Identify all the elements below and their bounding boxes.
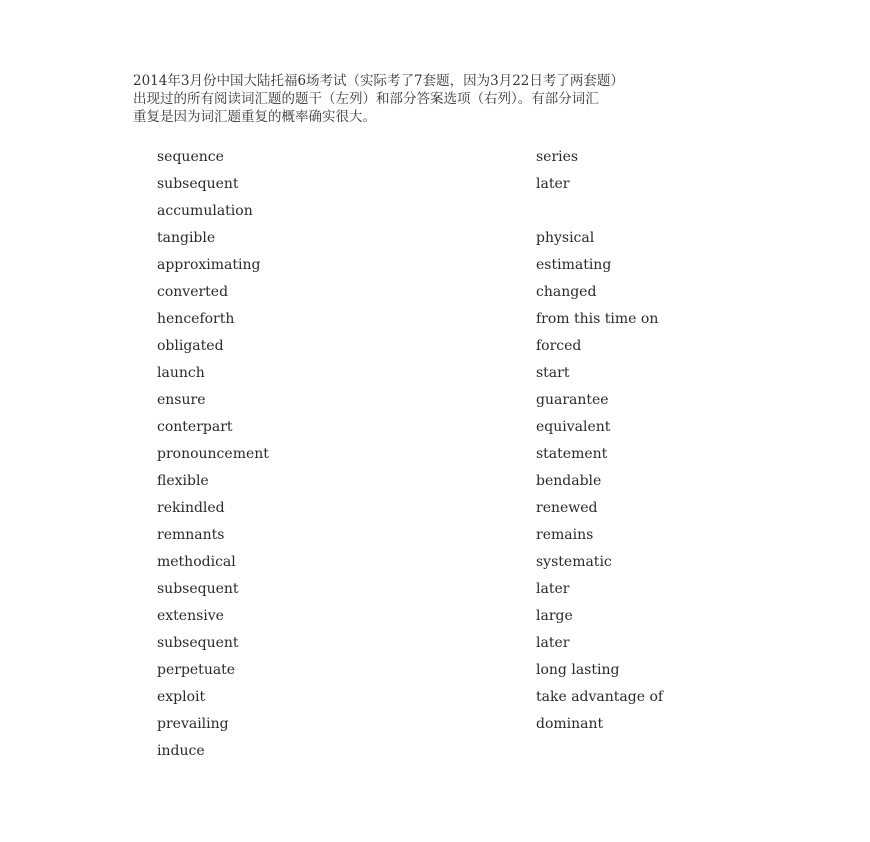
intro-line: 2014年3月份中国大陆托福6场考试（实际考了7套题，因为3月22日考了两套题）: [133, 73, 624, 89]
vocab-row: [157, 634, 757, 661]
vocab-row: [157, 256, 757, 283]
vocab-row: [157, 202, 757, 229]
vocab-answer: physical: [536, 230, 595, 246]
vocab-row: [157, 283, 757, 310]
vocab-answer: later: [536, 176, 570, 192]
vocab-term: methodical: [157, 554, 236, 570]
vocab-row: [157, 553, 757, 580]
vocab-row: [157, 364, 757, 391]
vocab-answer: estimating: [536, 257, 612, 273]
vocab-term: rekindled: [157, 500, 225, 516]
vocab-term: induce: [157, 743, 205, 759]
vocab-answer: dominant: [536, 716, 604, 732]
vocab-answer: guarantee: [536, 392, 609, 408]
vocab-answer: statement: [536, 446, 608, 462]
intro-line: 重复是因为词汇题重复的概率确实很大。: [133, 109, 376, 125]
vocab-row: [157, 607, 757, 634]
vocab-answer: series: [536, 149, 579, 165]
vocab-answer: later: [536, 581, 570, 597]
vocab-term: subsequent: [157, 176, 239, 192]
intro-line: 出现过的所有阅读词汇题的题干（左列）和部分答案选项（右列）。有部分词汇: [133, 91, 599, 107]
intro-paragraph: [133, 72, 753, 126]
vocab-answer: large: [536, 608, 573, 624]
vocab-term: subsequent: [157, 635, 239, 651]
vocab-term: exploit: [157, 689, 206, 705]
vocab-answer: later: [536, 635, 570, 651]
vocab-answer: forced: [536, 338, 582, 354]
vocab-term: tangible: [157, 230, 216, 246]
vocab-answer: equivalent: [536, 419, 611, 435]
vocab-answer: long lasting: [536, 662, 620, 678]
vocab-term: perpetuate: [157, 662, 236, 678]
vocab-row: [157, 418, 757, 445]
vocab-row: [157, 526, 757, 553]
vocab-list: [157, 148, 757, 769]
vocab-row: [157, 445, 757, 472]
vocab-row: [157, 148, 757, 175]
vocab-term: sequence: [157, 149, 224, 165]
vocab-term: subsequent: [157, 581, 239, 597]
vocab-term: remnants: [157, 527, 225, 543]
vocab-row: [157, 175, 757, 202]
vocab-term: henceforth: [157, 311, 235, 327]
vocab-term: ensure: [157, 392, 206, 408]
vocab-row: [157, 229, 757, 256]
vocab-answer: systematic: [536, 554, 612, 570]
vocab-term: flexible: [157, 473, 209, 489]
vocab-answer: changed: [536, 284, 597, 300]
vocab-answer: from this time on: [536, 311, 659, 327]
vocab-row: [157, 580, 757, 607]
vocab-answer: take advantage of: [536, 689, 664, 705]
vocab-row: [157, 310, 757, 337]
vocab-answer: start: [536, 365, 570, 381]
vocab-answer: renewed: [536, 500, 598, 516]
vocab-term: obligated: [157, 338, 224, 354]
vocab-term: conterpart: [157, 419, 233, 435]
vocab-term: accumulation: [157, 203, 253, 219]
vocab-term: pronouncement: [157, 446, 269, 462]
vocab-term: launch: [157, 365, 205, 381]
vocab-row: [157, 391, 757, 418]
vocab-row: [157, 742, 757, 769]
vocab-row: [157, 661, 757, 688]
vocab-term: converted: [157, 284, 229, 300]
vocab-term: prevailing: [157, 716, 229, 732]
vocab-row: [157, 499, 757, 526]
vocab-answer: bendable: [536, 473, 602, 489]
vocab-row: [157, 688, 757, 715]
vocab-row: [157, 715, 757, 742]
vocab-row: [157, 337, 757, 364]
vocab-term: approximating: [157, 257, 261, 273]
vocab-row: [157, 472, 757, 499]
vocab-answer: remains: [536, 527, 594, 543]
vocab-term: extensive: [157, 608, 224, 624]
